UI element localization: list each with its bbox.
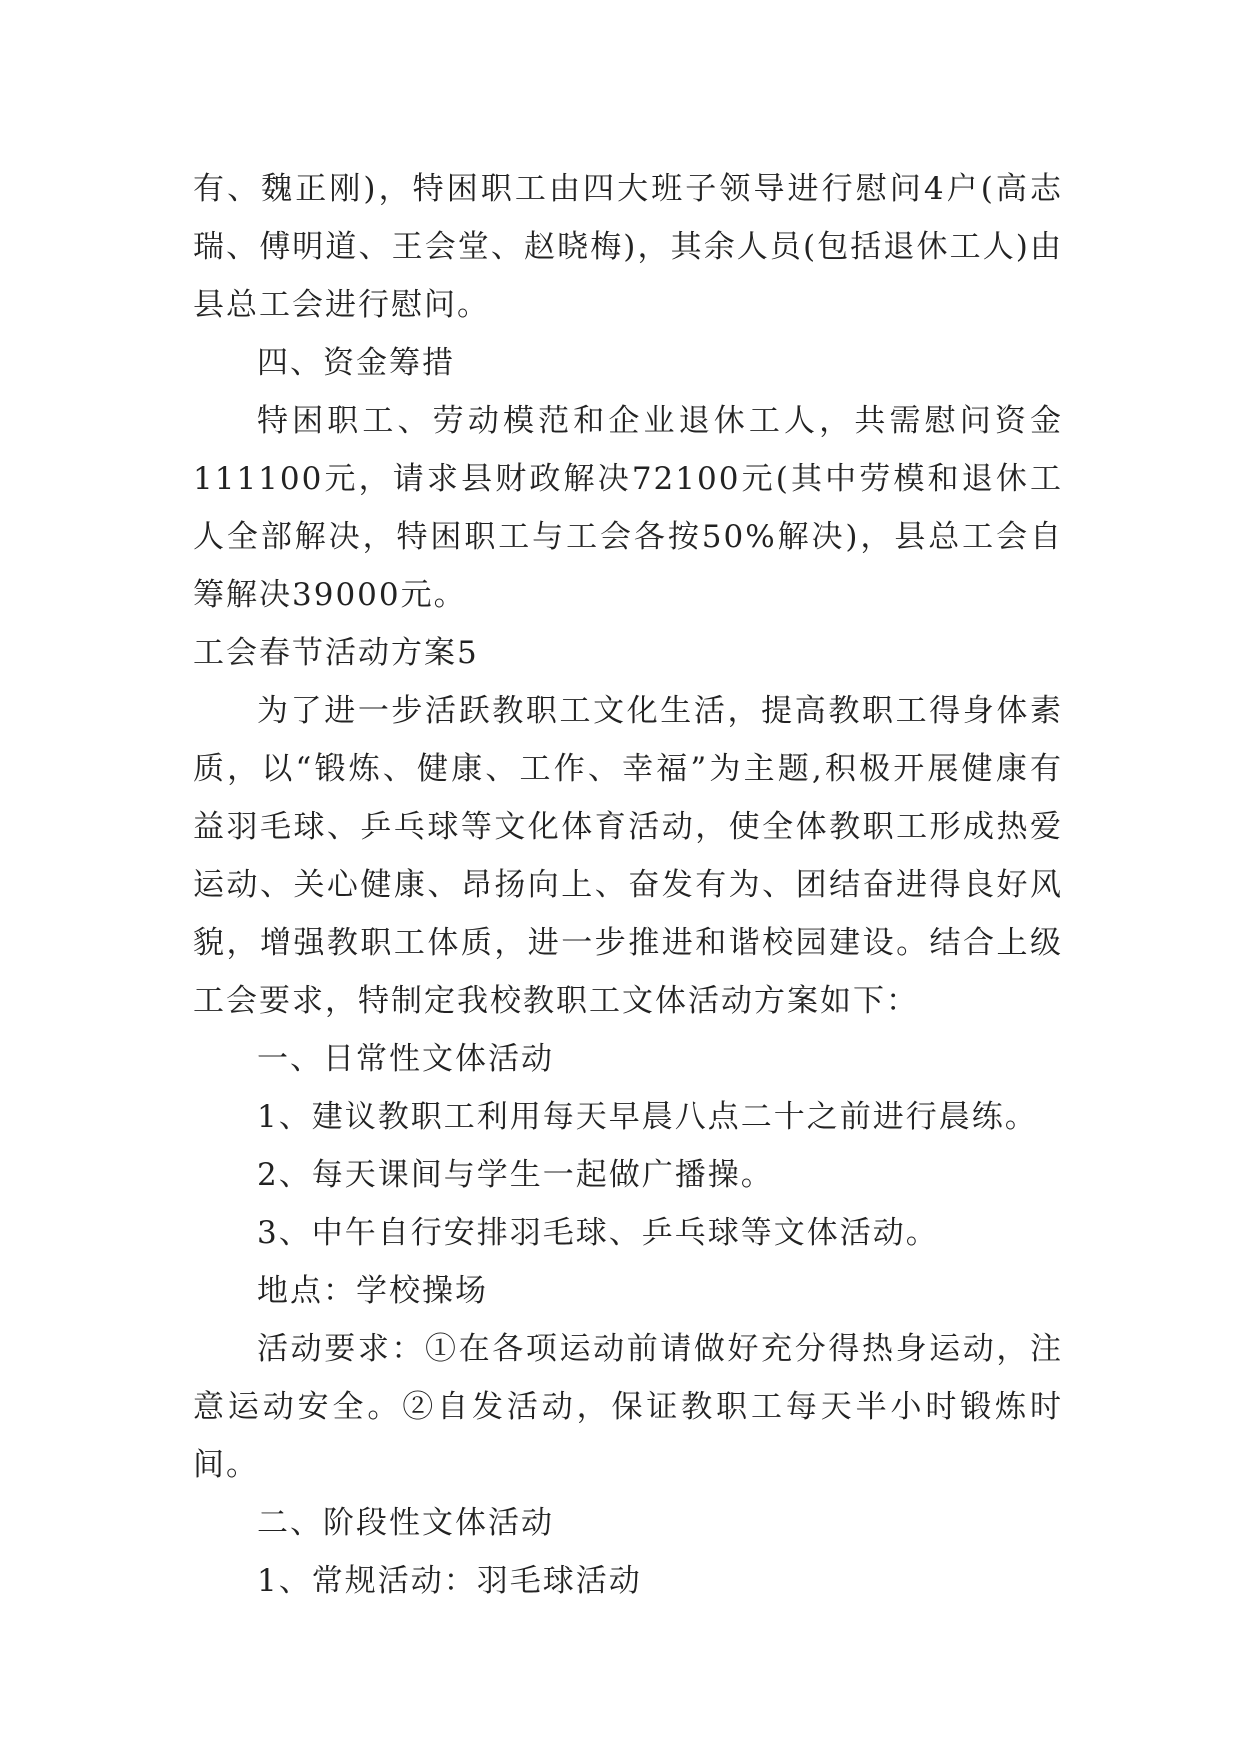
list-item-morning-exercise: 1、建议教职工利用每天早晨八点二十之前进行晨练。 [257, 1099, 1038, 1135]
section-heading-periodic-activities: 二、阶段性文体活动 [257, 1505, 554, 1541]
paragraph-continuation-condolence: 有、魏正刚)，特困职工由四大班子领导进行慰问4户(高志瑞、傅明道、王会堂、赵晓梅)，其余人员(包括退休工人)由县总工会进行慰问。 [193, 171, 1063, 323]
paragraph-activity-requirements: 活动要求：①在各项运动前请做好充分得热身运动，注意运动安全。②自发活动，保证教职工每天半小时锻炼时间。 [193, 1331, 1063, 1483]
list-item-badminton: 1、常规活动：羽毛球活动 [257, 1563, 642, 1599]
section-heading-daily-activities: 一、日常性文体活动 [257, 1041, 554, 1077]
paragraph-plan-intro: 为了进一步活跃教职工文化生活，提高教职工得身体素质，以“锻炼、健康、工作、幸福”为主题,积极开展健康有益羽毛球、乒乓球等文化体育活动，使全体教职工形成热爱运动、关心健康、昂扬向上、奋发有为、团结奋进得良好风貌，增强教职工体质，进一步推进和谐校园建设。结合上级工会要求，特制定我校教职工文体活动方案如下： [193, 693, 1063, 1019]
list-item-broadcast-exercise: 2、每天课间与学生一起做广播操。 [257, 1157, 774, 1193]
section-heading-funding: 四、资金筹措 [257, 345, 455, 381]
document-body [193, 160, 1063, 1610]
paragraph-funding: 特困职工、劳动模范和企业退休工人，共需慰问资金111100元，请求县财政解决72100元(其中劳模和退休工人全部解决，特困职工与工会各按50%解决)，县总工会自筹解决39000元。 [193, 403, 1063, 613]
list-item-noon-sports: 3、中午自行安排羽毛球、乒乓球等文体活动。 [257, 1215, 939, 1251]
document-title-plan-5: 工会春节活动方案5 [193, 635, 479, 671]
paragraph-location: 地点：学校操场 [257, 1273, 488, 1309]
